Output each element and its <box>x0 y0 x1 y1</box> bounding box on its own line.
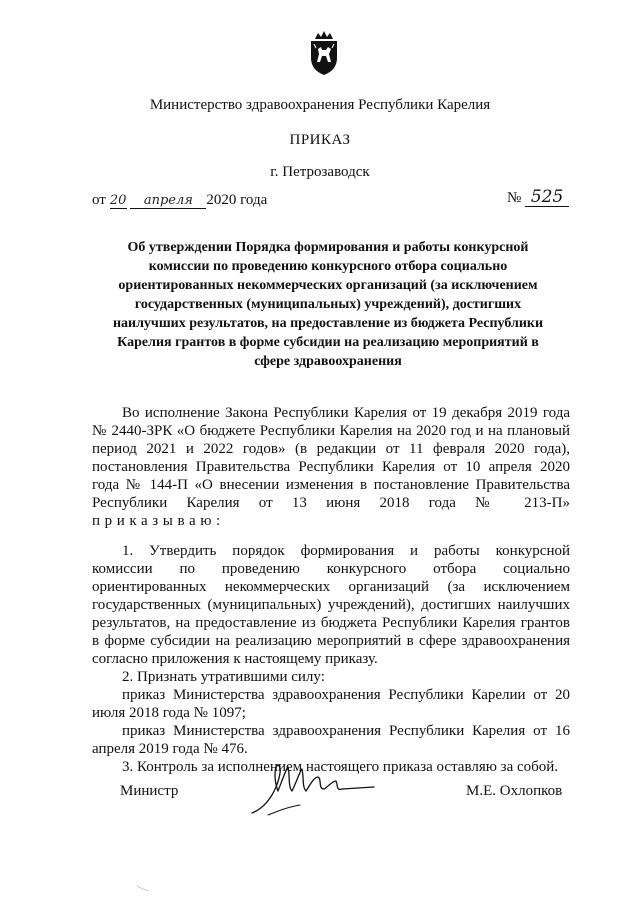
item-line: приказ Министерства здравоохранения Республики Карелии от 20 <box>122 687 570 703</box>
item-line: 3. Контроль за исполнением настоящего приказа оставляю за собой. <box>122 759 559 775</box>
order-number <box>507 188 569 207</box>
item-line: апреля 2019 года № 476. <box>92 741 248 757</box>
order-date <box>92 192 267 209</box>
preamble-line: № 2440-ЗРК «О бюджете Республики Карелия на 2020 год и на плановый <box>92 423 570 439</box>
date-prefix: от <box>92 192 106 208</box>
preamble-line: года № 144-П «О внесении изменения в постановление Правительства <box>92 477 570 493</box>
item-line: приказ Министерства здравоохранения Республики Карелия от 16 <box>122 723 570 739</box>
date-day: 20 <box>109 193 127 208</box>
item-line: государственных (муниципальных) учреждений), достигших наилучших <box>92 597 570 613</box>
order-items <box>92 542 570 776</box>
item-line: согласно приложения к настоящему приказу. <box>92 651 378 667</box>
signatory-name: М.Е. Охлопков <box>466 783 563 799</box>
document-type-title: ПРИКАЗ <box>289 132 351 148</box>
heading-line: ориентированных некоммерческих организаций (за исключением <box>118 278 538 293</box>
order-heading <box>108 238 548 371</box>
preamble-line: Во исполнение Закона Республики Карелия от 19 декабря 2019 года <box>122 405 570 421</box>
ministry-name: Министерство здравоохранения Республики Карелия <box>149 97 491 113</box>
preamble-line: Республики Карелия от 13 июня 2018 года № 213-П» <box>92 495 570 511</box>
date-month: апреля <box>130 193 206 209</box>
heading-line: Карелия грантов в форме субсидии на реализацию мероприятий в <box>117 335 539 350</box>
number-value: 525 <box>525 188 569 207</box>
coat-of-arms-icon <box>306 30 342 76</box>
date-year: 2020 года <box>206 192 268 208</box>
preamble-line: постановления Правительства Республики Карелия от 10 апреля 2020 <box>92 459 570 475</box>
order-verb: приказываю: <box>92 513 225 529</box>
item-line: 1. Утвердить порядок формирования и работы конкурсной <box>122 543 570 559</box>
scan-artifact-mark <box>136 884 150 892</box>
issue-city: г. Петрозаводск <box>270 164 370 180</box>
item-line: ориентированных некоммерческих организаций (за исключением <box>92 579 570 595</box>
item-line: результатов, на предоставление из бюджета Республики Карелия грантов <box>92 615 570 631</box>
heading-line: Об утверждении Порядка формирования и работы конкурсной <box>127 240 529 255</box>
heading-line: сфере здравоохранения <box>254 354 402 369</box>
heading-line: наилучших результатов, на предоставление из бюджета Республики <box>112 316 544 331</box>
heading-line: комиссии по проведению конкурсного отбора социально <box>148 259 508 274</box>
preamble-paragraph <box>92 404 570 530</box>
handwritten-signature <box>248 757 378 819</box>
item-line: 2. Признать утратившими силу: <box>122 669 325 685</box>
item-line: комиссии по проведению конкурсного отбора социально <box>92 561 570 577</box>
number-sign: № <box>507 190 522 206</box>
item-line: в форме субсидии на реализацию мероприятий в сфере здравоохранения <box>92 633 570 649</box>
heading-line: государственных (муниципальных) учреждений), достигших <box>134 297 522 312</box>
preamble-line: период 2021 и 2022 годов» (в редакции от 11 февраля 2020 года), <box>92 441 570 457</box>
signatory-position: Министр <box>120 783 179 799</box>
item-line: июля 2018 года № 1097; <box>92 705 246 721</box>
